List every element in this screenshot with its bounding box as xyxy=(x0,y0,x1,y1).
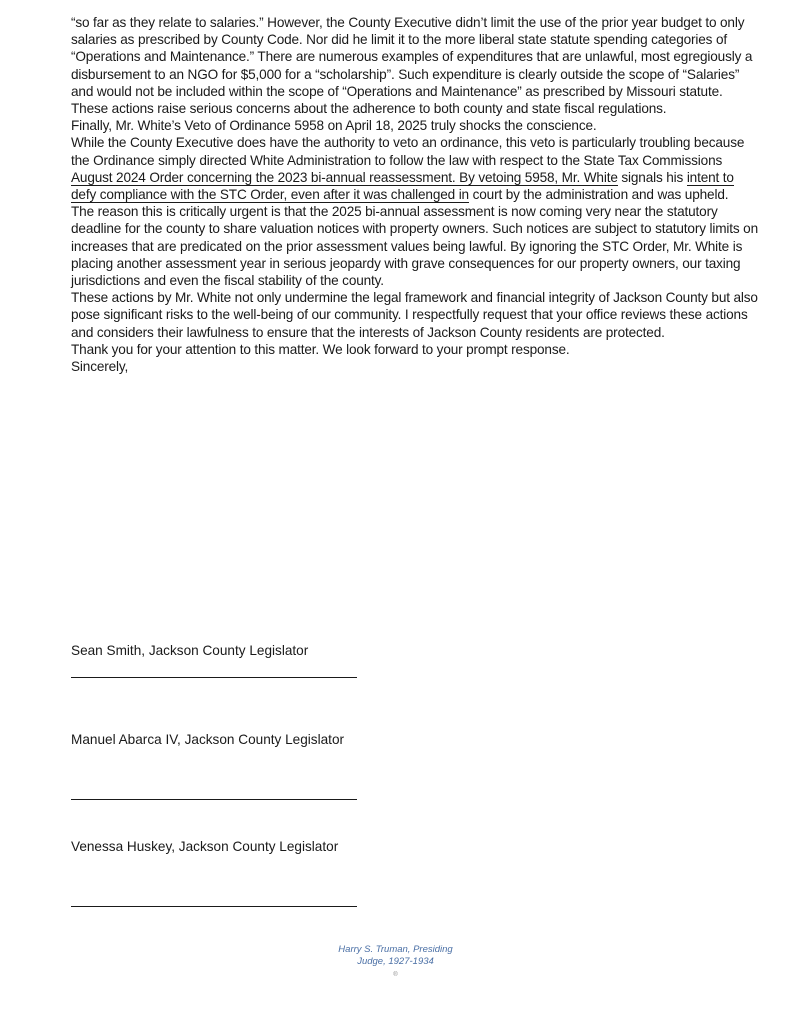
signatory-name: Sean Smith, Jackson County Legislator xyxy=(71,643,309,658)
closing-sincerely: Sincerely, xyxy=(71,359,129,375)
footer-caption-line-2: Judge, 1927-1934 xyxy=(357,956,434,967)
letter-body xyxy=(71,14,761,375)
signature-line xyxy=(71,659,357,678)
footer-caption-line-1: Harry S. Truman, Presiding xyxy=(338,944,453,955)
paragraph-thanks: Thank you for your attention to this matter. We look forward to your prompt response. xyxy=(71,341,570,357)
paragraph-request: These actions by Mr. White not only undermine the legal framework and financial integrity of Jackson County but also pose significant risks to the well-being of our community. I respectfully request that your office reviews these actions and considers their lawfulness to ensure that the interests of Jackson County residents are protected. xyxy=(71,290,758,340)
signature-line xyxy=(71,855,357,907)
signatory-name: Venessa Huskey, Jackson County Legislator xyxy=(71,839,339,854)
paragraph-veto-intro: Finally, Mr. White’s Veto of Ordinance 5958 on April 18, 2025 truly shocks the conscience. xyxy=(71,118,597,134)
page-footer xyxy=(0,944,791,981)
paragraph-concerns: These actions raise serious concerns about the adherence to both county and state fiscal regulations. xyxy=(71,101,667,117)
signatory-name: Manuel Abarca IV, Jackson County Legislator xyxy=(71,732,345,747)
signature-block-abarca xyxy=(71,731,357,800)
signature-block-smith xyxy=(71,642,357,678)
signature-line xyxy=(71,748,357,800)
registered-mark: ® xyxy=(393,972,398,978)
veto-lead-text: While the County Executive does have the authority to veto an ordinance, this veto is particularly troubling because the Ordinance simply directed White Administration to follow the law with respect to the State Tax Commissions xyxy=(71,135,745,168)
veto-tail-text: court by the administration and was upheld. xyxy=(468,187,729,203)
paragraph-urgency: The reason this is critically urgent is that the 2025 bi-annual assessment is now coming very near the statutory deadline for the county to share valuation notices with property owners. Such notices are subject to statutory limits on increases that are predicated on the prior assessment values being lawful. By ignoring the STC Order, Mr. White is placing another assessment year in serious jeopardy with grave consequences for our property owners, our taxing jurisdictions and even the fiscal stability of the county. xyxy=(71,204,758,289)
veto-middle-text: signals his xyxy=(617,169,687,185)
paragraph-salaries: “so far as they relate to salaries.” However, the County Executive didn’t limit the use of the prior year budget to only salaries as prescribed by County Code. Nor did he limit it to the more liberal state statute spending categories of “Operations and Maintenance.” There are numerous examples of expenditures that are unlawful, most egregiously a disbursement to an NGO for $5,000 for a “scholarship”. Such expenditure is clearly outside the scope of “Salaries” and would not be included within the scope of “Operations and Maintenance” as prescribed by Missouri statute. xyxy=(71,15,753,99)
paragraph-veto-detail xyxy=(71,134,761,203)
signature-block-huskey xyxy=(71,838,357,907)
underlined-text-1: August 2024 Order concerning the 2023 bi-annual reassessment. By vetoing 5958, Mr. White xyxy=(71,169,618,185)
underlined-text-2: intent to defy compliance with the STC Order, even after it was challenged in xyxy=(71,169,734,203)
